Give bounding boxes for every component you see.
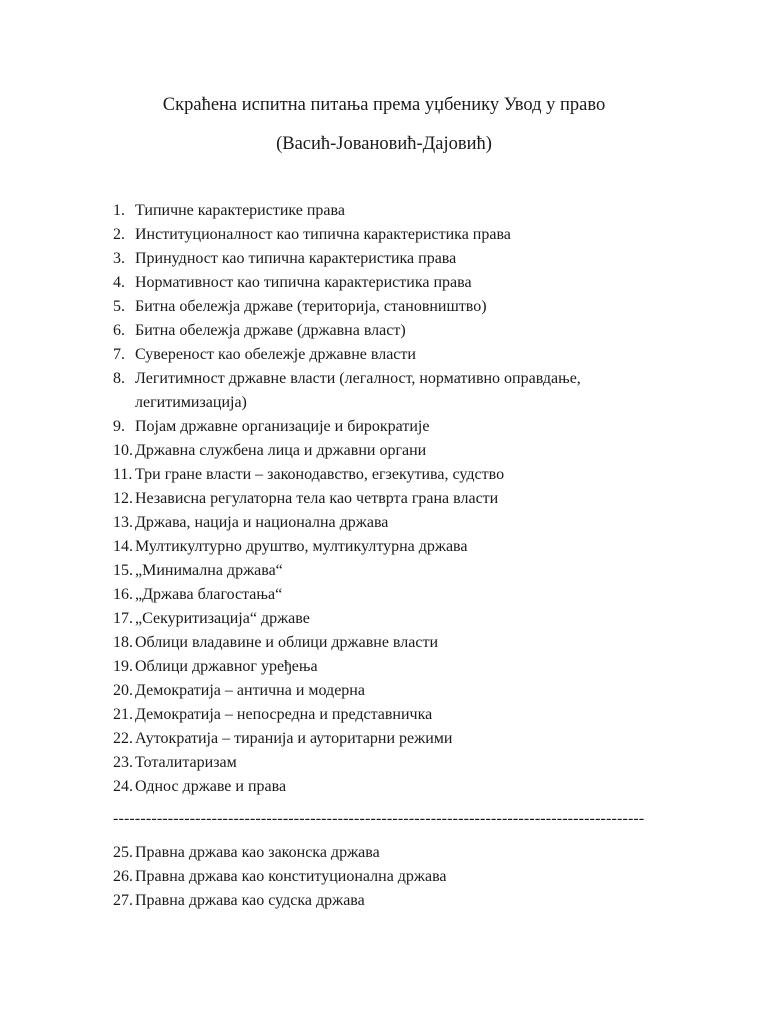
question-number: 18. <box>113 634 133 651</box>
question-number: 12. <box>113 490 133 507</box>
question-text: „Минимална држава“ <box>135 562 283 579</box>
question-item <box>113 679 693 703</box>
question-item <box>113 607 693 631</box>
question-item <box>113 865 693 889</box>
question-item <box>113 511 693 535</box>
question-text: Облици владавине и облици државне власти <box>135 634 438 651</box>
question-text: Демократија – непосредна и представничка <box>135 706 433 723</box>
question-number: 4. <box>113 274 125 291</box>
separator-line: ------------------------------------------------------------------------------------------------- <box>113 810 645 827</box>
question-item <box>113 631 693 655</box>
question-item <box>113 463 693 487</box>
question-text: Појам државне организације и бирократије <box>135 418 430 435</box>
question-text: Правна држава као законска држава <box>135 844 380 861</box>
question-item <box>113 295 693 319</box>
question-item <box>113 535 693 559</box>
question-text: Демократија – антична и модерна <box>135 682 365 699</box>
question-item <box>113 343 693 367</box>
question-item <box>113 439 693 463</box>
question-number: 11. <box>113 466 133 483</box>
question-number: 19. <box>113 658 133 675</box>
question-text: Мултикултурно друштво, мултикултурна држава <box>135 538 468 555</box>
questions-list-part1 <box>113 199 693 799</box>
question-item <box>113 727 693 751</box>
question-text: Правна држава као конституционална држава <box>135 868 447 885</box>
document-subtitle-authors: (Васић-Јовановић-Дајовић) <box>276 134 492 154</box>
question-item <box>113 199 693 223</box>
question-item <box>113 367 693 415</box>
question-text: Аутократија – тиранија и ауторитарни режими <box>135 730 453 747</box>
question-item <box>113 583 693 607</box>
question-number: 24. <box>113 778 133 795</box>
question-item <box>113 487 693 511</box>
question-number: 6. <box>113 322 125 339</box>
question-number: 9. <box>113 418 125 435</box>
question-text: Институционалност као типична карактеристика права <box>135 226 511 243</box>
question-number: 3. <box>113 250 125 267</box>
question-text: Легитимност државне власти (легалност, нормативно оправдање, легитимизација) <box>135 370 581 411</box>
question-item <box>113 247 693 271</box>
question-item <box>113 889 693 913</box>
question-number: 14. <box>113 538 133 555</box>
question-number: 20. <box>113 682 133 699</box>
question-text: Нормативност као типична карактеристика права <box>135 274 472 291</box>
question-item <box>113 751 693 775</box>
question-text: Облици државног уређења <box>135 658 318 675</box>
question-text: Битна обележја државе (државна власт) <box>135 322 406 339</box>
question-item <box>113 655 693 679</box>
question-item <box>113 223 693 247</box>
question-number: 15. <box>113 562 133 579</box>
question-number: 7. <box>113 346 125 363</box>
question-item <box>113 703 693 727</box>
question-number: 13. <box>113 514 133 531</box>
question-item <box>113 841 693 865</box>
question-number: 23. <box>113 754 133 771</box>
question-text: Правна држава као судска држава <box>135 892 365 909</box>
question-number: 10. <box>113 442 133 459</box>
questions-list-part2 <box>113 841 693 913</box>
question-number: 21. <box>113 706 133 723</box>
question-number: 8. <box>113 370 125 387</box>
question-text: Три гране власти – законодавство, егзекутива, судство <box>135 466 505 483</box>
question-number: 5. <box>113 298 125 315</box>
question-text: Држава, нација и национална држава <box>135 514 389 531</box>
question-text: Независна регулаторна тела као четврта грана власти <box>135 490 499 507</box>
question-number: 25. <box>113 844 133 861</box>
question-text: Тоталитаризам <box>135 754 237 771</box>
question-number: 2. <box>113 226 125 243</box>
question-text: Државна службена лица и државни органи <box>135 442 427 459</box>
question-item <box>113 271 693 295</box>
question-number: 22. <box>113 730 133 747</box>
question-text: Сувереност као обележје државне власти <box>135 346 416 363</box>
question-item <box>113 415 693 439</box>
question-item <box>113 559 693 583</box>
document-title: Скраћена испитна питања према уџбенику Увод у право <box>162 95 606 115</box>
question-text: „Држава благостања“ <box>135 586 283 603</box>
question-number: 16. <box>113 586 133 603</box>
question-text: Однос државе и права <box>135 778 287 795</box>
question-number: 17. <box>113 610 133 627</box>
question-number: 26. <box>113 868 133 885</box>
question-text: Битна обележја државе (територија, становништво) <box>135 298 487 315</box>
question-number: 1. <box>113 202 125 219</box>
question-text: „Секуритизација“ државе <box>135 610 310 627</box>
question-item <box>113 775 693 799</box>
question-text: Типичне карактеристике права <box>135 202 345 219</box>
question-item <box>113 319 693 343</box>
question-number: 27. <box>113 892 133 909</box>
question-text: Принудност као типична карактеристика права <box>135 250 457 267</box>
